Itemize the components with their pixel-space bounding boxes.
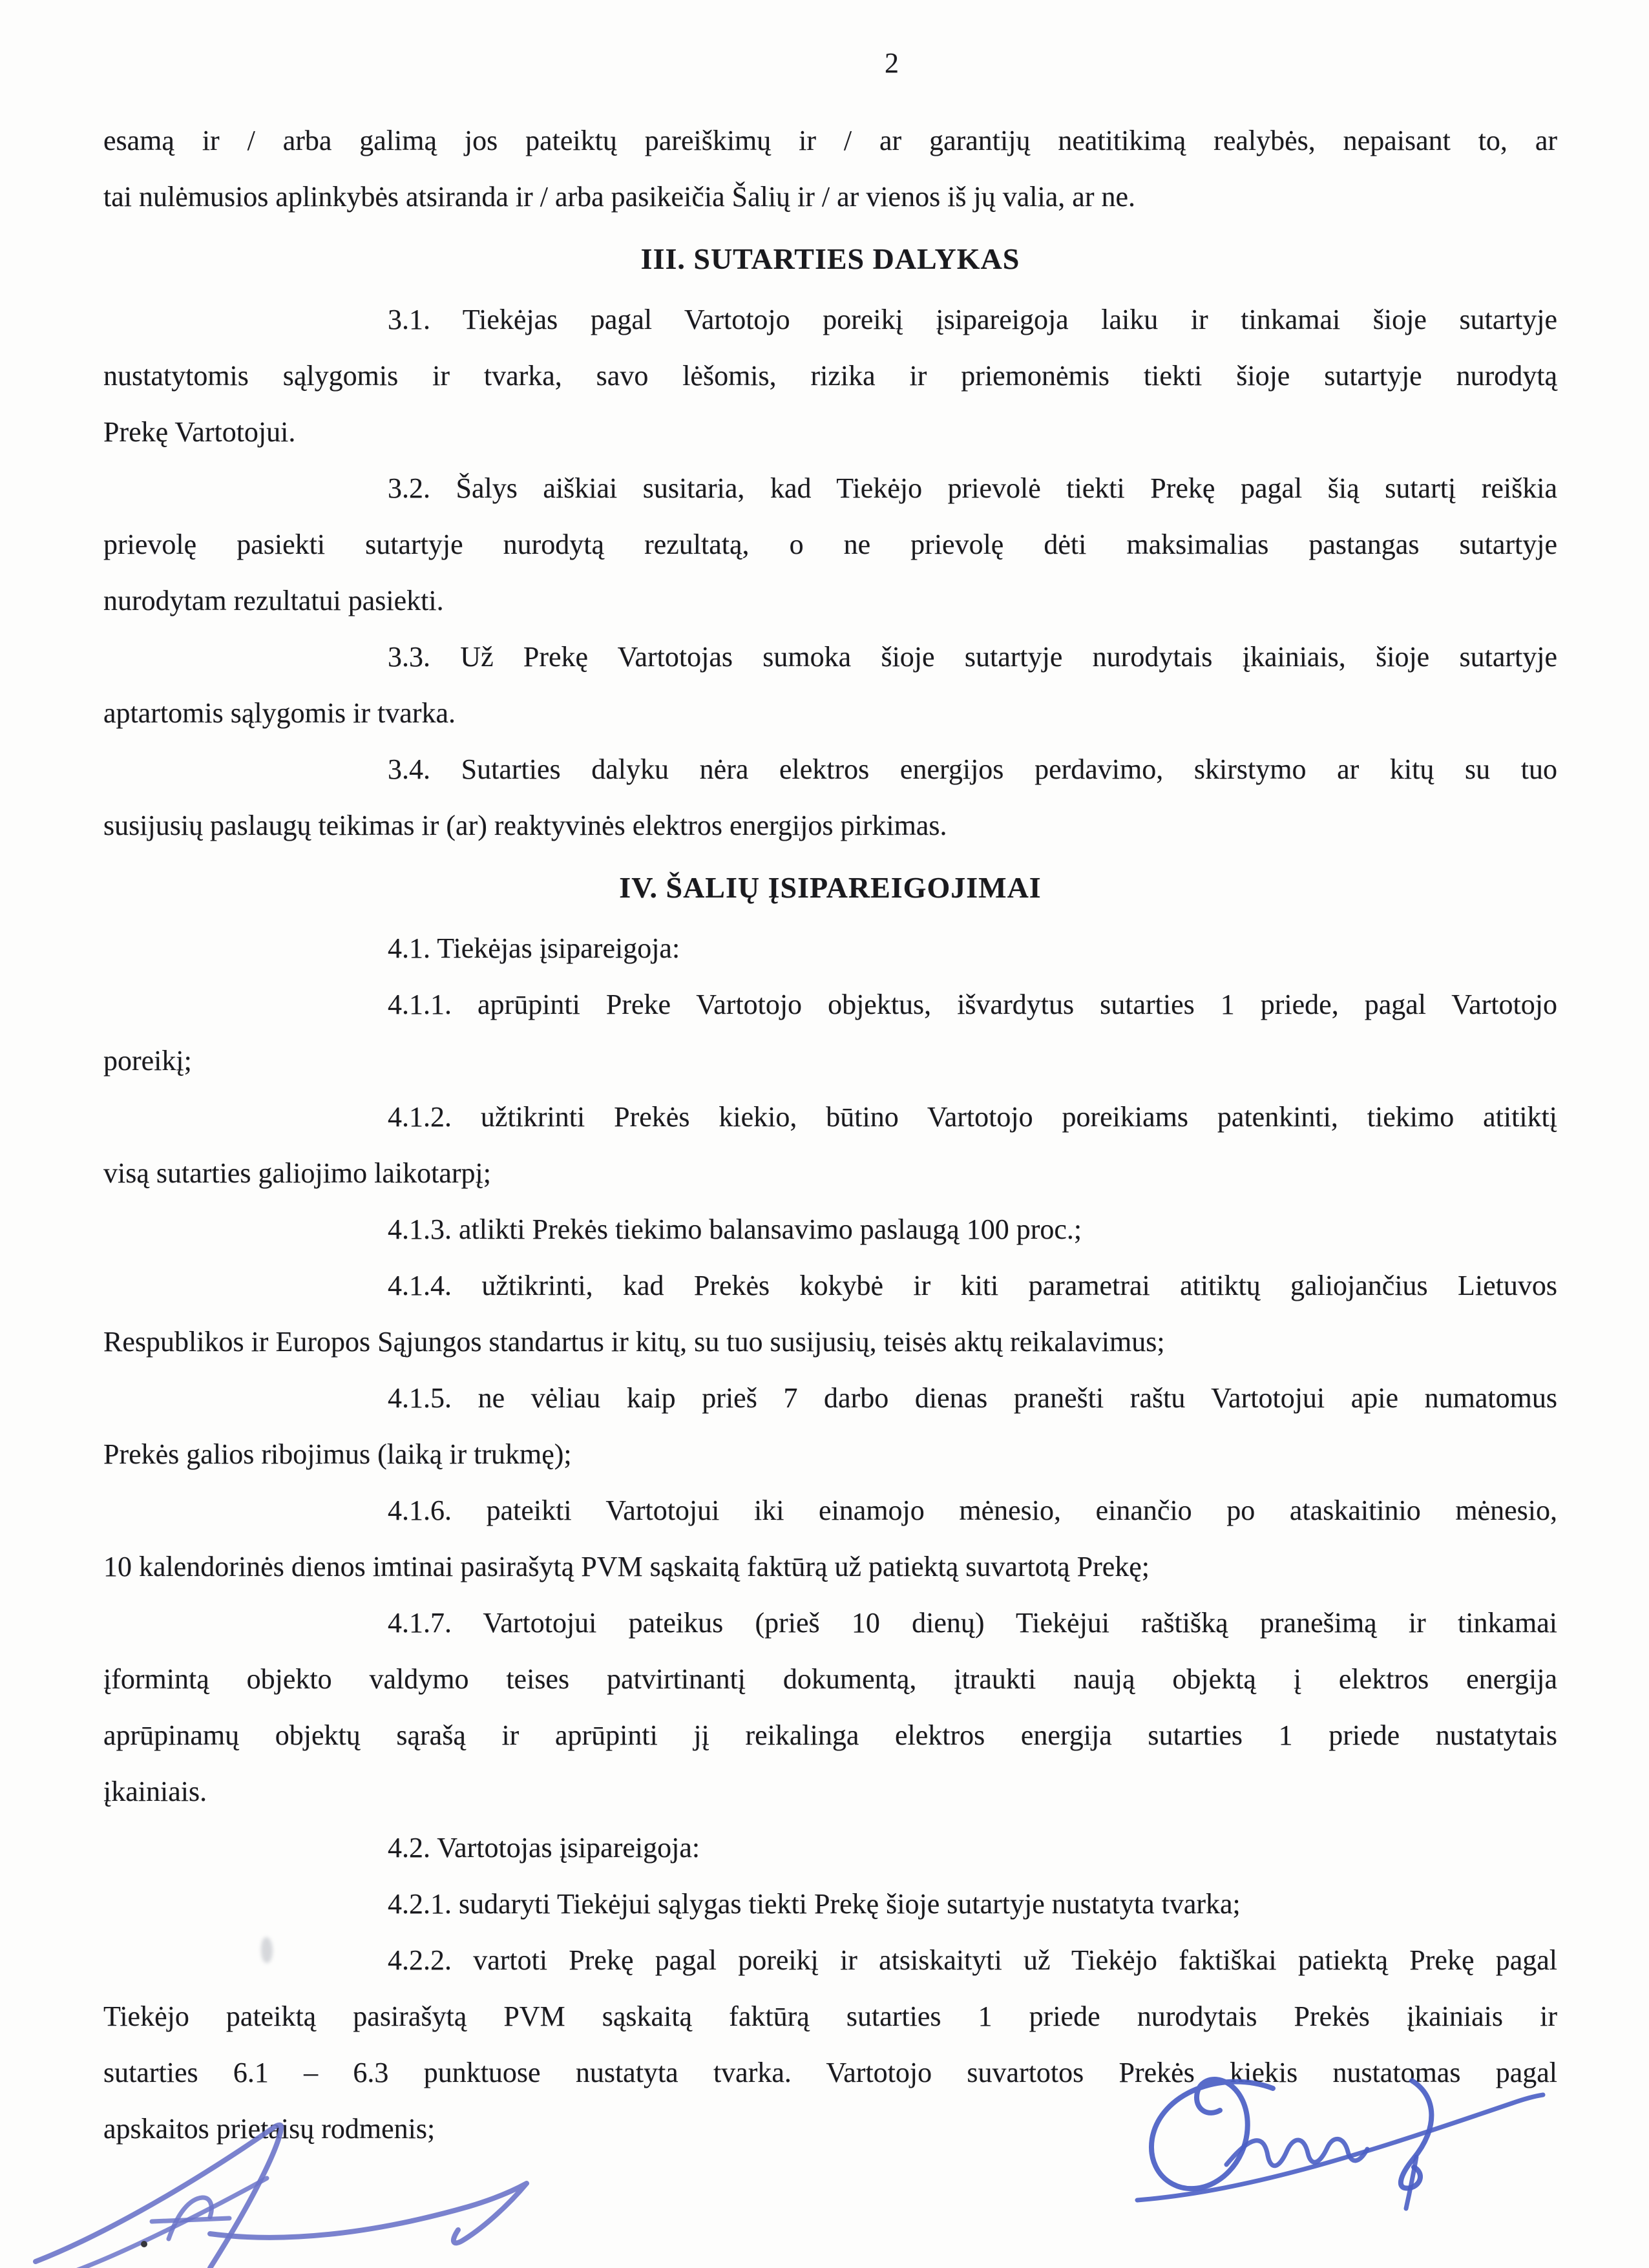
page-content (103, 47, 1557, 2157)
text-line: 4.1.6. pateikti Vartotojui iki einamojo mėnesio, einančio po ataskaitinio mėnesio, (388, 1495, 1557, 1526)
text-line: prievolę pasiekti sutartyje nurodytą rezultatą, o ne prievolę dėti maksimalias pastangas sutartyje (103, 529, 1557, 560)
page-number: 2 (885, 47, 899, 79)
text-line: 4.1.4. užtikrinti, kad Prekės kokybė ir kiti parametrai atitiktų galiojančius Lietuvos (388, 1270, 1557, 1301)
text-line: 3.3. Už Prekę Vartotojas sumoka šioje sutartyje nurodytais įkainiais, šioje sutartyje (388, 641, 1557, 673)
text-line: visą sutarties galiojimo laikotarpį; (103, 1157, 491, 1189)
text-line: 4.2.2. vartoti Prekę pagal poreikį ir atsiskaityti už Tiekėjo faktiškai patiektą Prekę pagal (388, 1944, 1557, 1976)
text-line: 4.1.5. ne vėliau kaip prieš 7 darbo dienas pranešti raštu Vartotojui apie numatomus (388, 1382, 1557, 1414)
ink-dot (141, 2241, 147, 2247)
text-line: įkainiais. (103, 1776, 207, 1807)
text-line: 4.1. Tiekėjas įsipareigoja: (388, 932, 680, 964)
paragraph (103, 291, 1557, 460)
paragraph (103, 112, 1557, 225)
text-line: 10 kalendorinės dienos imtinai pasirašytą PVM sąskaitą faktūrą už patiektą suvartotą Prekę; (103, 1551, 1150, 1582)
scan-artifact (261, 1937, 273, 1963)
paragraph (103, 1595, 1557, 1820)
text-line: įformintą objekto valdymo teises patvirtinantį dokumentą, įtraukti naują objektą į elektros energija (103, 1663, 1557, 1695)
text-line: 4.1.3. atlikti Prekės tiekimo balansavimo paslaugą 100 proc.; (388, 1213, 1082, 1245)
text-line: 4.2.1. sudaryti Tiekėjui sąlygas tiekti Prekę šioje sutartyje nustatyta tvarka; (388, 1888, 1241, 1920)
paragraph (103, 460, 1557, 629)
text-line: apskaitos prietaisų rodmenis; (103, 2113, 436, 2145)
text-line: susijusių paslaugų teikimas ir (ar) reaktyvinės elektros energijos pirkimas. (103, 810, 947, 841)
text-line: aptartomis sąlygomis ir tvarka. (103, 697, 456, 729)
text-line: 4.1.1. aprūpinti Preke Vartotojo objektus, išvardytus sutarties 1 priede, pagal Vartotojo (388, 989, 1557, 1020)
text-line: 4.2. Vartotojas įsipareigoja: (388, 1832, 700, 1864)
text-line: 3.4. Sutarties dalyku nėra elektros energijos perdavimo, skirstymo ar kitų su tuo (388, 753, 1557, 785)
text-line: Respublikos ir Europos Sąjungos standartus ir kitų, su tuo susijusių, teisės aktų reikalavimus; (103, 1326, 1165, 1358)
text-line: 4.1.2. užtikrinti Prekės kiekio, būtino Vartotojo poreikiams patenkinti, tiekimo atitiktį (388, 1101, 1557, 1133)
paragraph (103, 1370, 1557, 1482)
text-line: 3.1. Tiekėjas pagal Vartotojo poreikį įsipareigoja laiku ir tinkamai šioje sutartyje (388, 304, 1557, 335)
section-heading-iii: III. SUTARTIES DALYKAS (640, 242, 1020, 275)
paragraph (103, 1089, 1557, 1201)
text-line: 4.1.7. Vartotojui pateikus (prieš 10 dienų) Tiekėjui raštišką pranešimą ir tinkamai (388, 1607, 1557, 1639)
paragraph (103, 1257, 1557, 1370)
paragraph (103, 1876, 1557, 1932)
text-line: nurodytam rezultatui pasiekti. (103, 585, 444, 616)
section-heading-iv: IV. ŠALIŲ ĮSIPAREIGOJIMAI (619, 871, 1042, 904)
paragraph (103, 976, 1557, 1089)
paragraph (103, 920, 1557, 976)
text-line: sutarties 6.1 – 6.3 punktuose nustatyta tvarka. Vartotojo suvartotos Prekės kiekis nustatomas pagal (103, 2057, 1557, 2088)
text-line: aprūpinamų objektų sąrašą ir aprūpinti jį reikalinga elektros energija sutarties 1 priede nustatytais (103, 1719, 1557, 1751)
text-line: poreikį; (103, 1045, 192, 1076)
text-line: tai nulėmusios aplinkybės atsiranda ir / arba pasikeičia Šalių ir / ar vienos iš jų valia, ar ne. (103, 181, 1135, 213)
text-line: Prekės galios ribojimus (laiką ir trukmę); (103, 1438, 572, 1470)
text-line: nustatytomis sąlygomis ir tvarka, savo lėšomis, rizika ir priemonėmis tiekti šioje sutartyje nurodytą (103, 360, 1557, 392)
paragraph (103, 1201, 1557, 1257)
paragraph (103, 629, 1557, 741)
text-line: Tiekėjo pateiktą pasirašytą PVM sąskaitą faktūrą sutarties 1 priede nurodytais Prekės įkainiais ir (103, 2000, 1557, 2032)
text-line: Prekę Vartotojui. (103, 416, 296, 448)
text-line: esamą ir / arba galimą jos pateiktų pareiškimų ir / ar garantijų neatitikimą realybės, nepaisant to, ar (103, 125, 1557, 156)
paragraph (103, 741, 1557, 854)
paragraph (103, 1932, 1557, 2157)
paragraph (103, 1820, 1557, 1876)
text-line: 3.2. Šalys aiškiai susitaria, kad Tiekėjo prievolė tiekti Prekę pagal šią sutartį reiškia (388, 472, 1557, 504)
paragraph (103, 1482, 1557, 1595)
